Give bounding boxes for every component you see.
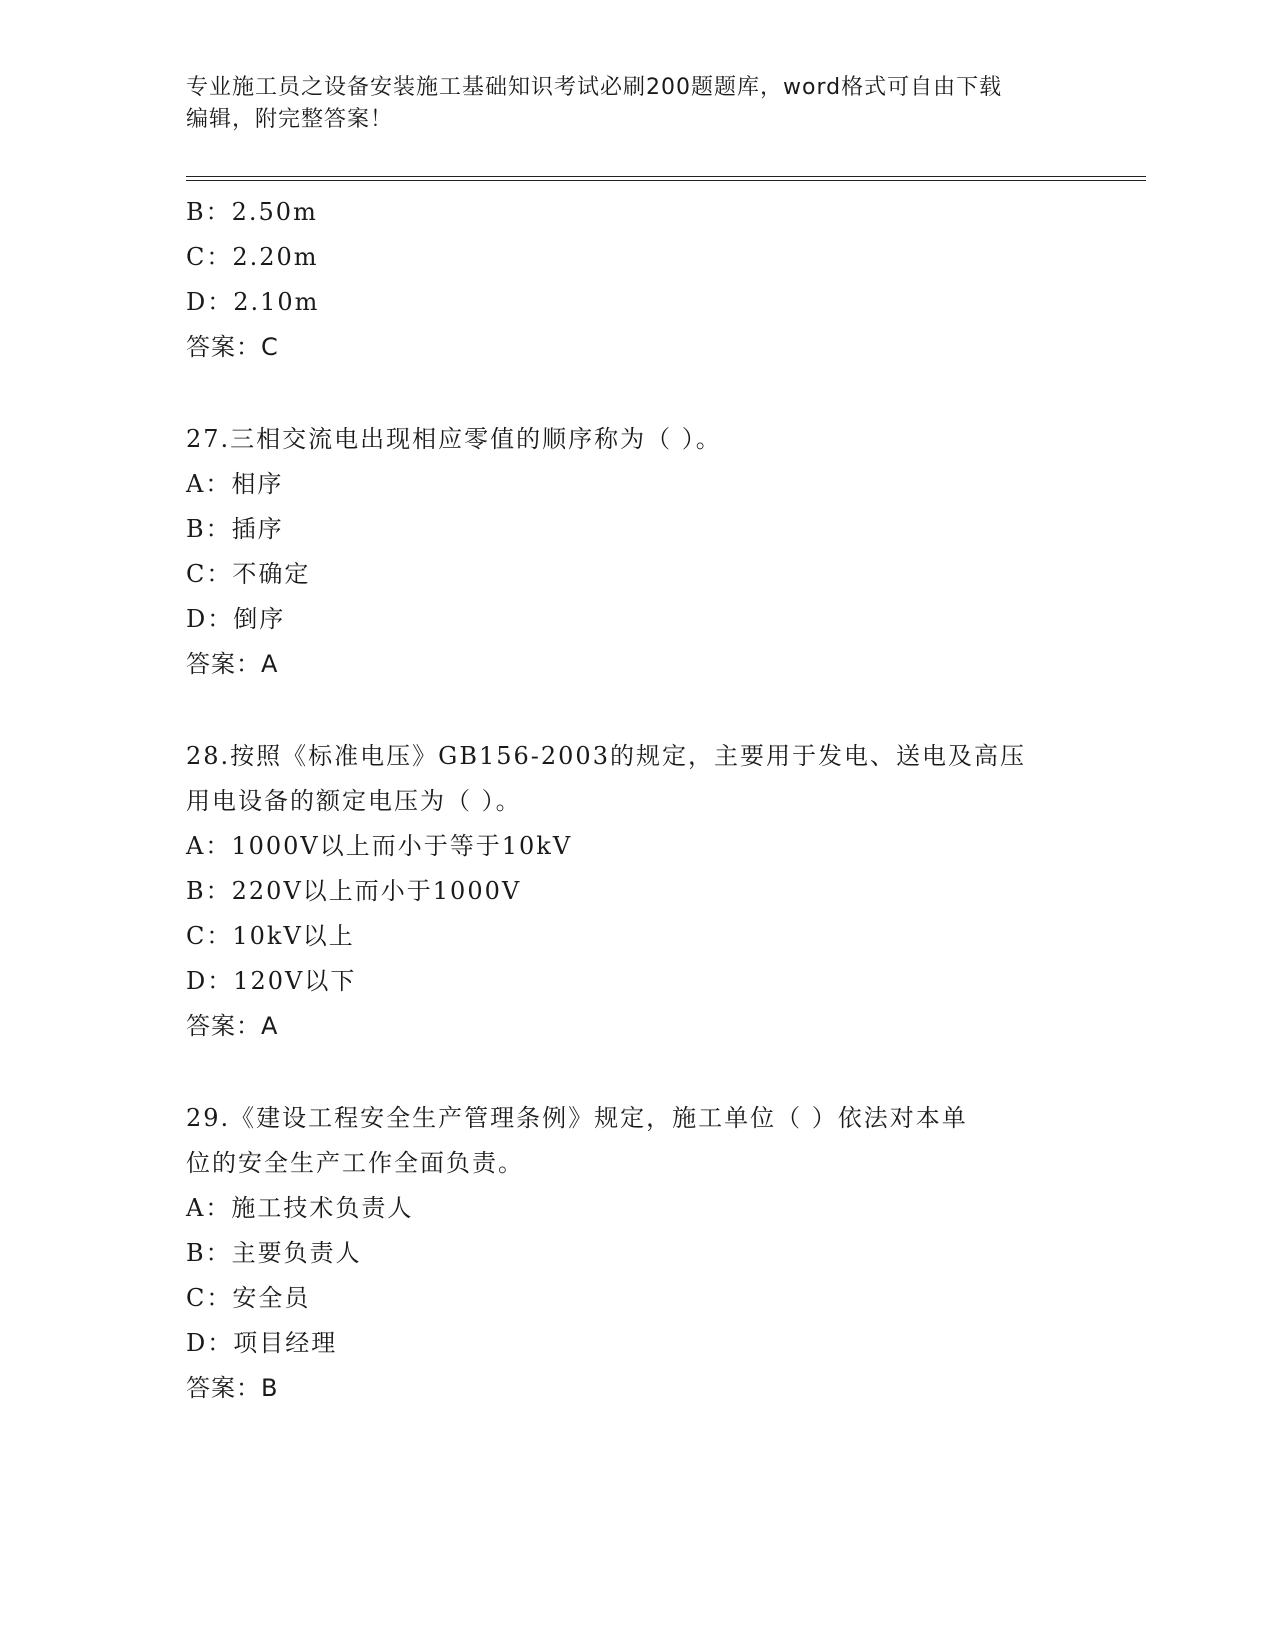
question-26-continued [186, 190, 1146, 370]
question-stem: 27.三相交流电出现相应零值的顺序称为（ ）。 [186, 425, 722, 453]
option-d: D：2.10m [186, 288, 320, 316]
question-stem-line-2: 用电设备的额定电压为（ ）。 [186, 787, 522, 815]
answer-line: 答案：A [186, 650, 279, 678]
header-line-2: 编辑，附完整答案！ [186, 107, 394, 132]
option-d: D：倒序 [186, 605, 286, 633]
answer-line: 答案：C [186, 333, 279, 361]
document-body [186, 190, 1146, 1411]
option-c: C：10kV以上 [186, 922, 355, 950]
answer-line: 答案：A [186, 1012, 279, 1040]
option-c: C：2.20m [186, 243, 319, 271]
spacer [186, 370, 1146, 417]
option-d: D：项目经理 [186, 1329, 338, 1357]
option-a: A：施工技术负责人 [186, 1194, 414, 1222]
option-b: B：2.50m [186, 198, 318, 226]
option-a: A：相序 [186, 470, 284, 498]
question-29 [186, 1096, 1146, 1411]
answer-line: 答案：B [186, 1374, 279, 1402]
option-d: D：120V以下 [186, 967, 357, 995]
option-c: C：安全员 [186, 1284, 311, 1312]
question-stem-line-1: 29.《建设工程安全生产管理条例》规定，施工单位（ ）依法对本单 [186, 1104, 968, 1132]
spacer [186, 1049, 1146, 1096]
option-b: B：220V以上而小于1000V [186, 877, 522, 905]
spacer [186, 687, 1146, 734]
option-c: C：不确定 [186, 560, 311, 588]
header-divider-bottom [186, 180, 1146, 181]
header-line-1: 专业施工员之设备安装施工基础知识考试必刷200题题库，word格式可自由下载 [186, 75, 1003, 100]
question-27 [186, 417, 1146, 687]
option-b: B：主要负责人 [186, 1239, 362, 1267]
option-b: B：插序 [186, 515, 284, 543]
document-header [186, 72, 1086, 136]
header-divider-top [186, 176, 1146, 177]
question-stem-line-1: 28.按照《标准电压》GB156-2003的规定，主要用于发电、送电及高压 [186, 742, 1026, 770]
question-stem-line-2: 位的安全生产工作全面负责。 [186, 1149, 524, 1177]
option-a: A：1000V以上而小于等于10kV [186, 832, 573, 860]
question-28 [186, 734, 1146, 1049]
